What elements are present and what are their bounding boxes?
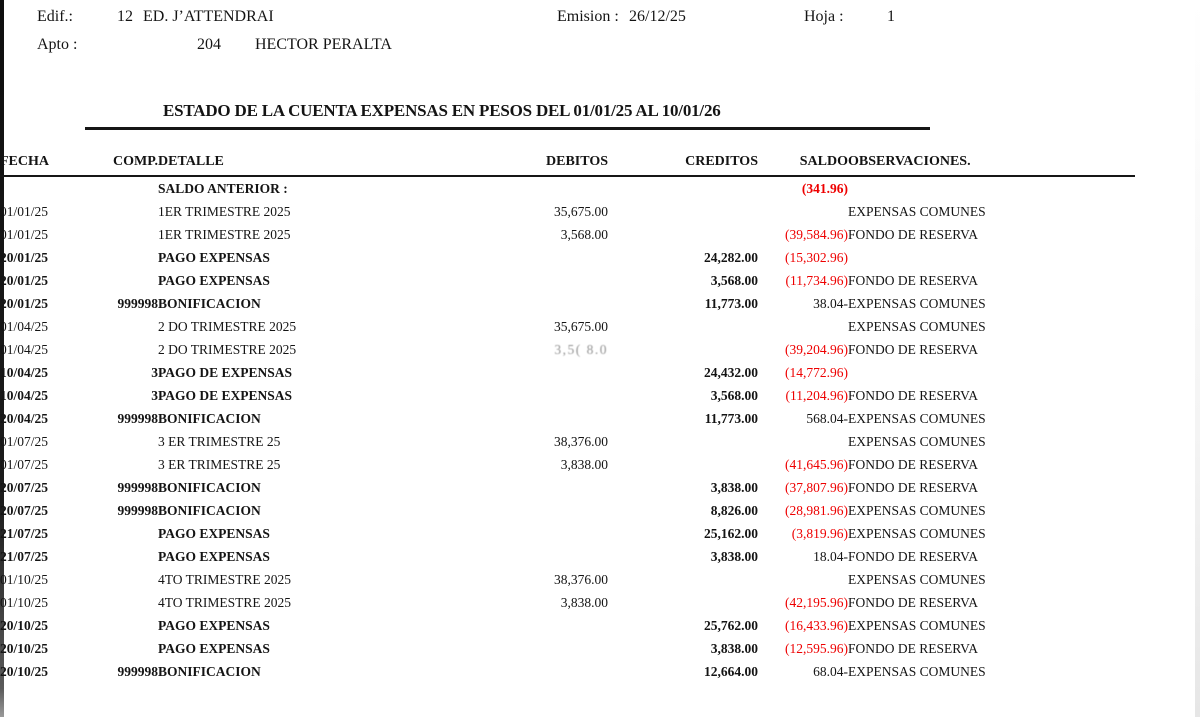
cell-creditos: 24,282.00 [704,250,758,265]
cell-fecha [0,176,88,200]
cell-fecha: 20/01/25 [0,273,49,288]
cell-debitos [458,614,608,637]
cell-detalle: 2 DO TRIMESTRE 2025 [158,342,297,357]
cell-debitos: 38,376.00 [554,572,608,587]
cell-obs: FONDO DE RESERVA [848,342,978,357]
cell-debitos [458,384,608,407]
table-row [0,269,1135,292]
emision-label: Emision : [557,8,619,25]
cell-saldo: (28,981.96) [785,503,848,518]
cell-comp [88,223,158,246]
cell-obs: EXPENSAS COMUNES [848,411,986,426]
cell-saldo: (16,433.96) [785,618,848,633]
cell-creditos [608,315,758,338]
cell-debitos: 3,568.00 [560,227,608,242]
cell-debitos [458,269,608,292]
cell-comp [88,591,158,614]
column-header-debitos: DEBITOS [458,138,608,176]
cell-saldo: (15,302.96) [785,250,848,265]
table-row [0,407,1135,430]
cell-comp [88,545,158,568]
cell-comp: 999998 [117,664,158,679]
cell-comp: 999998 [117,296,158,311]
cell-creditos [608,568,758,591]
cell-saldo: (3,819.96) [791,526,848,541]
column-header-creditos: CREDITOS [608,138,758,176]
cell-creditos: 11,773.00 [704,296,758,311]
table-row [0,499,1135,522]
cell-comp: 999998 [117,480,158,495]
statement-table [0,138,1135,683]
cell-saldo [758,430,848,453]
cell-creditos: 3,838.00 [710,549,758,564]
cell-debitos [458,637,608,660]
cell-creditos: 3,838.00 [710,641,758,656]
cell-detalle: 3 ER TRIMESTRE 25 [158,457,281,472]
cell-obs [848,176,1135,200]
cell-comp: 999998 [117,503,158,518]
cell-obs: FONDO DE RESERVA [848,595,978,610]
cell-comp [88,522,158,545]
table-row [0,591,1135,614]
cell-debitos: 35,675.00 [554,319,608,334]
cell-obs: FONDO DE RESERVA [848,480,978,495]
cell-creditos: 25,162.00 [704,526,758,541]
cell-debitos: 38,376.00 [554,434,608,449]
cell-comp [88,315,158,338]
edif-label: Edif.: [37,8,73,25]
hoja-number: 1 [887,8,895,25]
statement-table-body [0,176,1135,683]
cell-debitos [458,660,608,683]
column-header-saldo: SALDO [758,138,848,176]
table-row [0,315,1135,338]
cell-obs: EXPENSAS COMUNES [848,664,986,679]
scan-edge-right [1195,0,1200,717]
cell-detalle: PAGO DE EXPENSAS [158,388,293,403]
cell-saldo: 68.04- [813,664,848,679]
cell-comp: 3 [151,388,158,403]
table-row [0,614,1135,637]
apto-number: 204 [197,36,221,53]
cell-fecha: 20/07/25 [0,480,49,495]
table-row [0,384,1135,407]
cell-obs: FONDO DE RESERVA [848,549,978,564]
cell-comp [88,430,158,453]
cell-obs [848,246,1135,269]
edif-name: ED. J’ATTENDRAI [143,8,274,25]
table-row [0,292,1135,315]
cell-fecha: 01/07/25 [0,434,49,449]
edif-number: 12 [117,8,133,25]
cell-creditos [608,176,758,200]
cell-fecha: 01/10/25 [0,595,49,610]
cell-comp: 3 [151,365,158,380]
cell-detalle: PAGO EXPENSAS [158,273,270,288]
table-row [0,637,1135,660]
cell-obs: EXPENSAS COMUNES [848,618,986,633]
cell-saldo: 38.04- [813,296,848,311]
cell-debitos [458,361,608,384]
cell-creditos [608,223,758,246]
cell-creditos: 3,568.00 [710,273,758,288]
cell-fecha: 20/10/25 [0,641,49,656]
cell-creditos: 24,432.00 [704,365,758,380]
cell-detalle: BONIFICACION [158,296,261,311]
cell-saldo: (11,204.96) [785,388,848,403]
cell-debitos [458,246,608,269]
cell-detalle: PAGO EXPENSAS [158,549,270,564]
cell-obs: EXPENSAS COMUNES [848,503,986,518]
cell-creditos: 12,664.00 [704,664,758,679]
cell-comp: 999998 [117,411,158,426]
emision-date: 26/12/25 [629,8,686,25]
cell-fecha: 10/04/25 [0,365,49,380]
cell-obs: EXPENSAS COMUNES [848,526,986,541]
cell-obs: FONDO DE RESERVA [848,641,978,656]
cell-obs: FONDO DE RESERVA [848,273,978,288]
cell-debitos [458,499,608,522]
cell-detalle: PAGO DE EXPENSAS [158,365,293,380]
cell-debitos: 3,5( 8.0 [554,342,608,357]
cell-creditos: 3,568.00 [710,388,758,403]
cell-fecha: 20/10/25 [0,618,49,633]
cell-saldo: 568.04- [806,411,848,426]
cell-debitos [458,545,608,568]
cell-saldo: (14,772.96) [785,365,848,380]
table-row [0,246,1135,269]
cell-obs: EXPENSAS COMUNES [848,204,986,219]
cell-fecha: 20/04/25 [0,411,49,426]
cell-detalle: BONIFICACION [158,664,261,679]
cell-detalle: BONIFICACION [158,503,261,518]
cell-saldo [758,315,848,338]
cell-fecha: 01/01/25 [0,204,49,219]
cell-fecha: 01/04/25 [0,319,49,334]
cell-creditos [608,200,758,223]
column-header-fecha: FECHA [0,138,88,176]
cell-detalle: PAGO EXPENSAS [158,641,270,656]
cell-creditos [608,591,758,614]
table-row [0,660,1135,683]
cell-debitos: 3,838.00 [560,595,608,610]
hoja-label: Hoja : [804,8,844,25]
cell-comp [88,453,158,476]
cell-obs: FONDO DE RESERVA [848,457,978,472]
cell-comp [88,269,158,292]
cell-obs: FONDO DE RESERVA [848,388,978,403]
cell-comp [88,338,158,361]
cell-creditos: 3,838.00 [710,480,758,495]
table-header-row [0,138,1135,176]
cell-saldo [758,200,848,223]
table-row [0,430,1135,453]
cell-obs: EXPENSAS COMUNES [848,296,986,311]
cell-creditos [608,453,758,476]
cell-debitos: 35,675.00 [554,204,608,219]
cell-saldo: (11,734.96) [785,273,848,288]
cell-creditos [608,430,758,453]
cell-saldo: (42,195.96) [785,595,848,610]
cell-fecha: 21/07/25 [0,549,49,564]
cell-comp [88,568,158,591]
cell-saldo [758,568,848,591]
cell-detalle: PAGO EXPENSAS [158,526,270,541]
cell-obs: EXPENSAS COMUNES [848,319,986,334]
cell-detalle: 1ER TRIMESTRE 2025 [158,227,291,242]
statement-title: ESTADO DE LA CUENTA EXPENSAS EN PESOS DEL 01/01/25 AL 10/01/26 [163,101,721,120]
cell-fecha: 20/07/25 [0,503,49,518]
cell-fecha: 01/10/25 [0,572,49,587]
cell-detalle: 4TO TRIMESTRE 2025 [158,572,292,587]
cell-comp [88,200,158,223]
cell-obs: EXPENSAS COMUNES [848,434,986,449]
apto-owner-name: HECTOR PERALTA [255,36,392,53]
column-header-comp: COMP. [88,138,158,176]
cell-creditos: 25,762.00 [704,618,758,633]
column-header-detalle: DETALLE [158,138,458,176]
cell-detalle: BONIFICACION [158,480,261,495]
table-row [0,545,1135,568]
cell-fecha: 01/04/25 [0,342,49,357]
cell-detalle: PAGO EXPENSAS [158,618,270,633]
cell-detalle: BONIFICACION [158,411,261,426]
cell-saldo: (39,204.96) [785,342,848,357]
table-row [0,200,1135,223]
cell-fecha: 10/04/25 [0,388,49,403]
cell-obs: EXPENSAS COMUNES [848,572,986,587]
cell-fecha: 20/10/25 [0,664,49,679]
cell-creditos: 8,826.00 [710,503,758,518]
cell-comp [88,176,158,200]
cell-debitos [458,407,608,430]
cell-debitos [458,292,608,315]
table-row [0,568,1135,591]
table-row [0,361,1135,384]
cell-detalle: PAGO EXPENSAS [158,250,270,265]
cell-fecha: 21/07/25 [0,526,49,541]
table-row [0,522,1135,545]
cell-detalle: 4TO TRIMESTRE 2025 [158,595,292,610]
cell-comp [88,614,158,637]
cell-fecha: 20/01/25 [0,250,49,265]
cell-detalle: 2 DO TRIMESTRE 2025 [158,319,297,334]
cell-detalle: 1ER TRIMESTRE 2025 [158,204,291,219]
apto-label: Apto : [37,36,78,53]
cell-comp [88,246,158,269]
report-header [0,0,1200,70]
cell-saldo: (12,595.96) [785,641,848,656]
cell-fecha: 01/01/25 [0,227,49,242]
cell-detalle: SALDO ANTERIOR : [158,181,288,196]
cell-saldo: (37,807.96) [785,480,848,495]
table-row [0,338,1135,361]
cell-obs: FONDO DE RESERVA [848,227,978,242]
cell-fecha: 01/07/25 [0,457,49,472]
table-row [0,176,1135,200]
cell-debitos: 3,838.00 [560,457,608,472]
table-row [0,453,1135,476]
cell-fecha: 20/01/25 [0,296,49,311]
cell-debitos [458,522,608,545]
column-header-observaciones: OBSERVACIONES. [848,138,1135,176]
cell-saldo: (41,645.96) [785,457,848,472]
cell-debitos [458,176,608,200]
cell-debitos [458,476,608,499]
cell-saldo: 18.04- [813,549,848,564]
title-underline [85,127,930,130]
cell-creditos: 11,773.00 [704,411,758,426]
cell-obs [848,361,1135,384]
cell-saldo: (39,584.96) [785,227,848,242]
cell-saldo: (341.96) [801,181,848,196]
cell-detalle: 3 ER TRIMESTRE 25 [158,434,281,449]
cell-creditos [608,338,758,361]
cell-comp [88,637,158,660]
table-row [0,476,1135,499]
table-row [0,223,1135,246]
